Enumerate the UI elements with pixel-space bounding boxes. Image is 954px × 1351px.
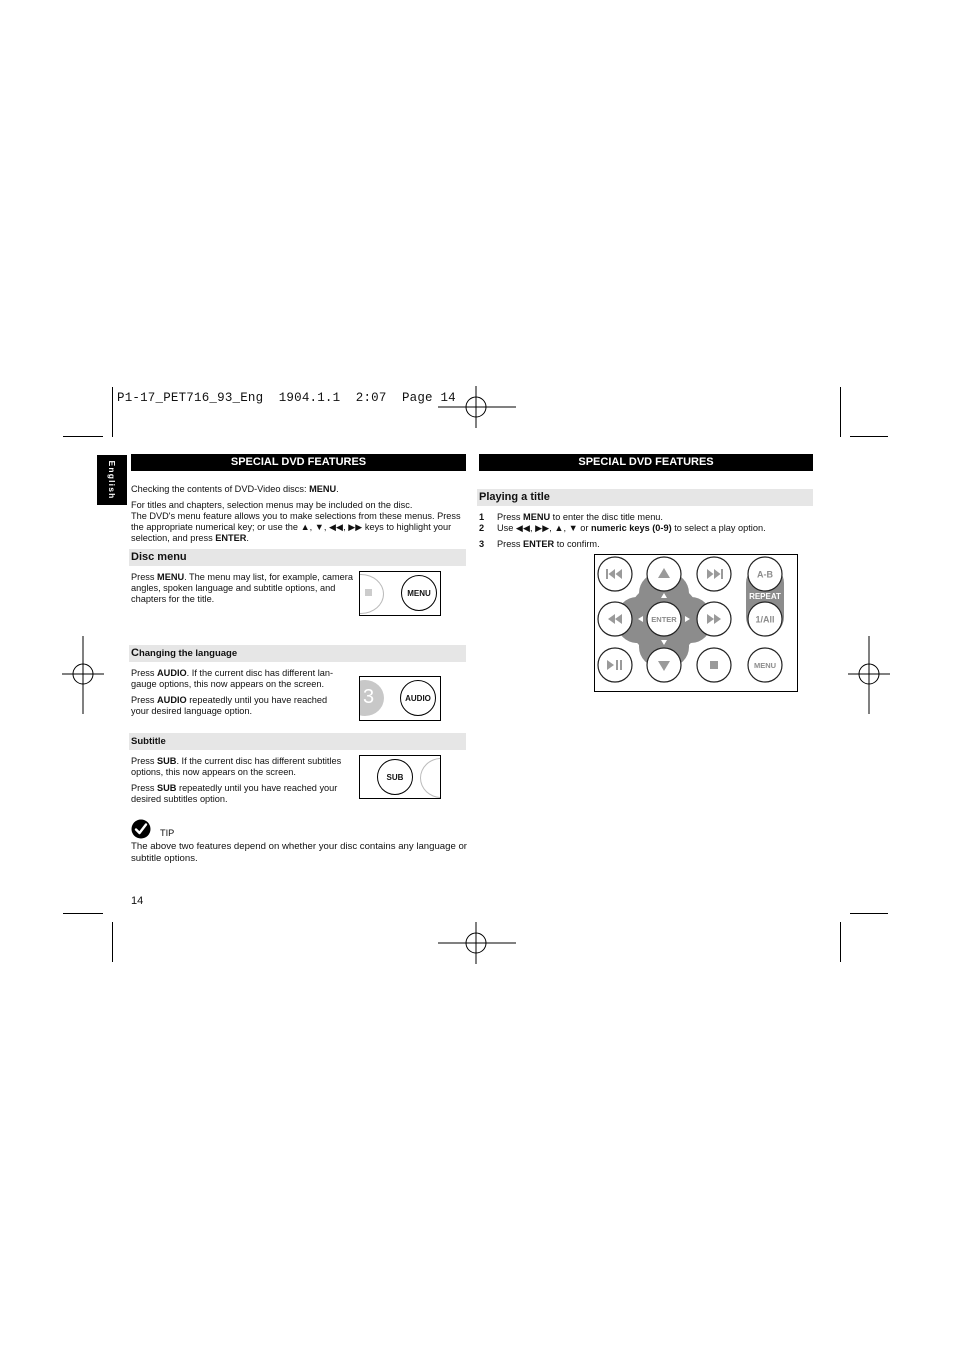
crop-mark (850, 436, 888, 437)
menu-button: MENU (401, 575, 437, 611)
tip-text: The above two features depend on whether your disc contains any language or subtitle options. (131, 841, 468, 864)
rewind-icon (598, 602, 632, 636)
ab-button (748, 557, 782, 591)
left-section-header: SPECIAL DVD FEATURES (131, 454, 466, 471)
crop-mark (112, 387, 113, 437)
crop-mark (840, 387, 841, 437)
sub-button: SUB (377, 759, 413, 795)
up-arrow-icon (647, 557, 681, 591)
crop-mark (850, 913, 888, 914)
disc-menu-text: Press MENU. The menu may list, for example, camera angles, spoken language and subtitle options, and chapters for the title. (131, 572, 353, 604)
svg-text:A-B: A-B (757, 569, 773, 580)
svg-text:1/All: 1/All (755, 614, 775, 625)
registration-mark-left (62, 636, 104, 714)
intro-paragraph-2: For titles and chapters, selection menus may be included on the disc. The DVD's menu feature allows you to make selections from these menus. Press the appropriate numerical key; or use the ▲, ▼, ◀◀, ▶▶ keys to highlight your selection, and press ENTER. (131, 500, 461, 543)
audio-button: AUDIO (400, 680, 436, 716)
neighbor-stop-icon (365, 589, 372, 596)
crop-mark (63, 913, 103, 914)
crop-mark (63, 436, 103, 437)
repeat-all-button (748, 602, 782, 636)
playing-title-heading: Playing a title (477, 489, 813, 506)
subtitle-text: Press SUB. If the current disc has different subtitles options, this now appears on the screen. Press SUB repeatedly until you have reached your desired subtitles option. (131, 756, 342, 804)
audio-button-illustration (359, 676, 441, 721)
remote-control-illustration (594, 554, 798, 692)
checkmark-icon (131, 819, 151, 839)
fast-forward-icon (697, 602, 731, 636)
down-arrow-icon (647, 648, 681, 682)
changing-language-heading: Changing the language (129, 645, 466, 662)
disc-menu-heading: Disc menu (129, 549, 466, 566)
intro-text (131, 484, 465, 544)
intro-paragraph-1: Checking the contents of DVD-Video discs: MENU. (131, 484, 339, 494)
repeat-label: REPEAT (749, 592, 781, 601)
side-tab-label: English (107, 460, 117, 500)
sub-button-illustration (359, 755, 441, 799)
svg-text:MENU: MENU (753, 661, 777, 670)
svg-text:ENTER: ENTER (651, 615, 677, 624)
tip-label: TIP (160, 828, 175, 838)
prev-icon (598, 557, 632, 591)
next-icon (697, 557, 731, 591)
language-side-tab (97, 455, 127, 505)
crop-mark (840, 922, 841, 962)
print-slug-line: P1-17_PET716_93_Eng 1904.1.1 2:07 Page 14 (117, 391, 456, 405)
registration-mark-right (848, 636, 890, 714)
language-text: Press AUDIO. If the current disc has different lan-gauge options, this now appears on the screen. Press AUDIO repeatedly until you have reached your desired language option. (131, 668, 334, 716)
registration-mark-bottom (438, 922, 518, 964)
neighbor-digit: 3 (363, 686, 375, 708)
remote-keypad (595, 555, 797, 691)
play-pause-icon (598, 648, 632, 682)
neighbor-button-fragment (420, 758, 441, 798)
stop-icon (697, 648, 731, 682)
crop-mark (112, 922, 113, 962)
page-number: 14 (131, 895, 144, 907)
menu-button-remote (748, 648, 782, 682)
menu-button-illustration (359, 571, 441, 616)
subtitle-heading: Subtitle (129, 733, 466, 750)
right-section-header: SPECIAL DVD FEATURES (479, 454, 813, 471)
enter-button (647, 602, 681, 636)
